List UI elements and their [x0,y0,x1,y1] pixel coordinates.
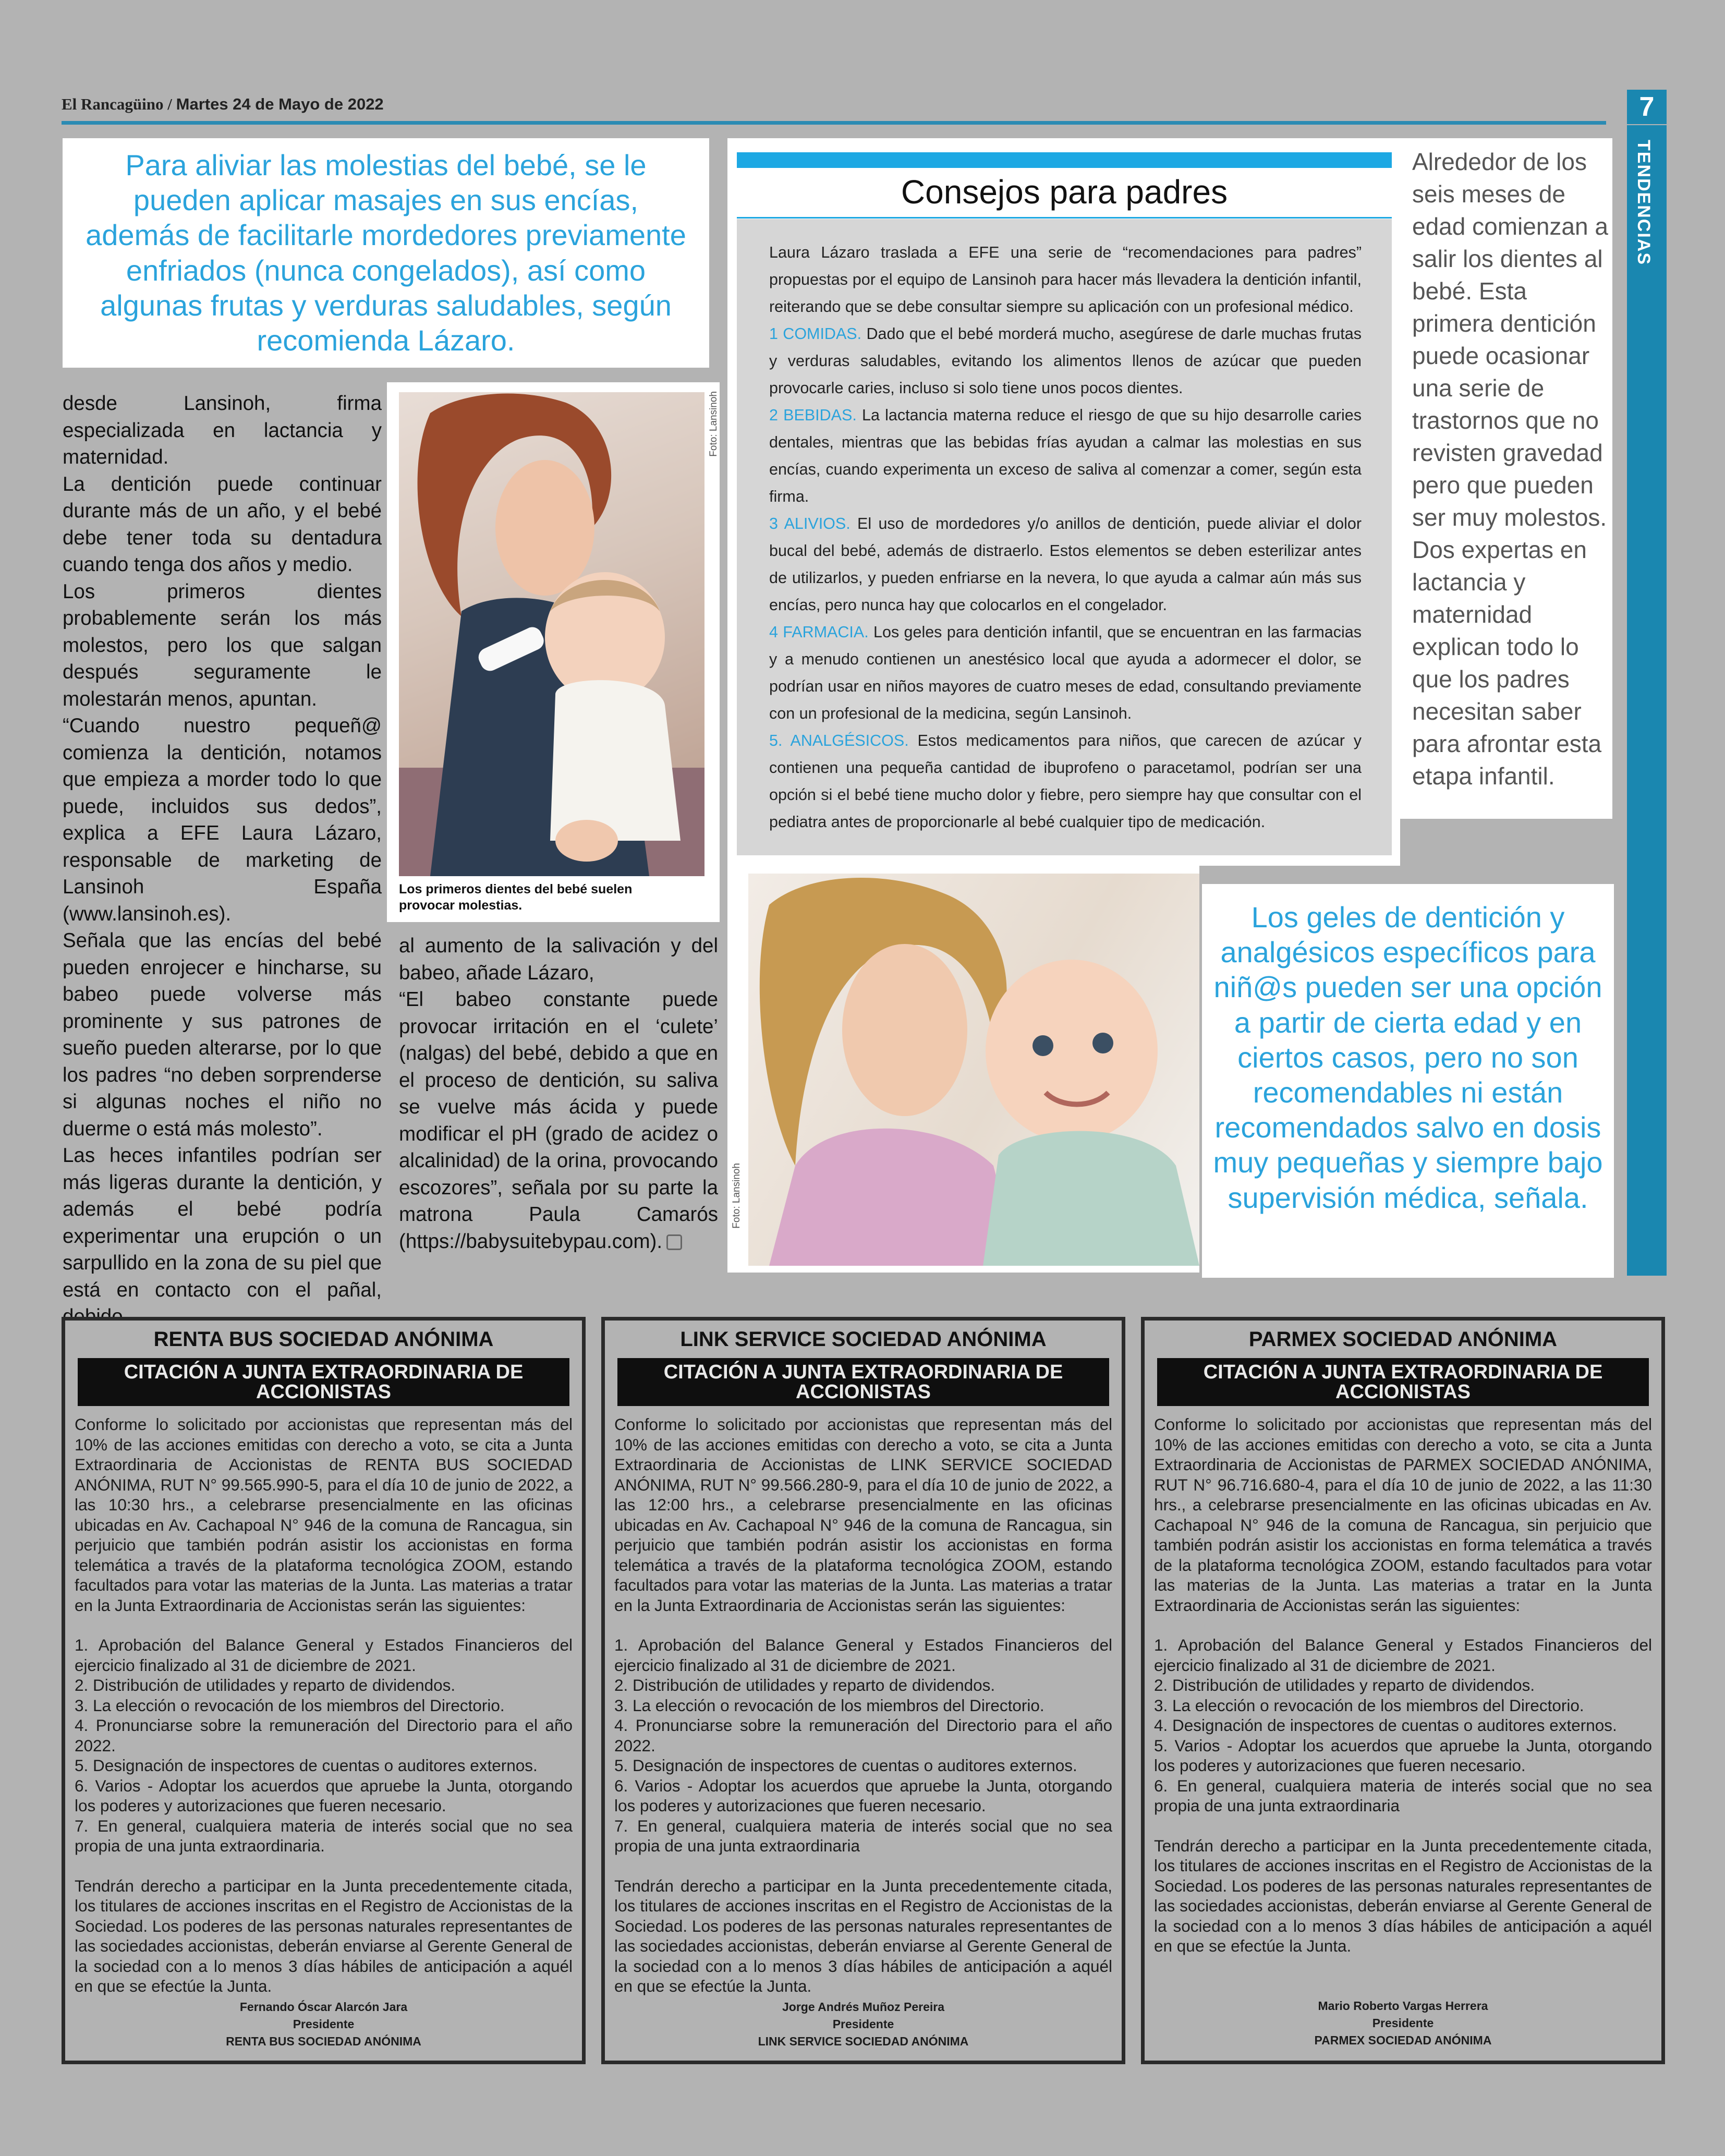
notice-item: 1. Aprobación del Balance General y Estados Financieros del ejercicio finalizado al 31 de diciembre de 2021. [614,1636,1112,1675]
notice-closing: Tendrán derecho a participar en la Junta precedentemente citada, los titulares de acciones inscritas en el Registro de Accionistas de la Sociedad. Los poderes de las personas naturales representantes de las sociedades accionistas, deberán enviarse al Gerente General de la sociedad con a lo menos 3 días hábiles de anticipación a aquél en que se efectúe la Junta. [614,1876,1112,1995]
consejos-intro: Laura Lázaro traslada a EFE una serie de “recomendaciones para padres” propuestas por el equipo de Lansinoh para hacer más llevadera la dentición infantil, reiterando que se debe consultar siempre su aplicación con un profesional médico. [769,244,1362,316]
signer-name: Mario Roberto Vargas Herrera [1318,1999,1488,2013]
signer-entity: LINK SERVICE SOCIEDAD ANÓNIMA [758,2034,969,2048]
notice-body [75,1414,573,1996]
section-label [1627,140,1667,265]
consejos-divider [737,217,1392,219]
notice-item: 3. La elección o revocación de los miembros del Directorio. [75,1695,505,1715]
legal-notice-link-service [601,1317,1125,2064]
notice-body [1154,1414,1652,1956]
paragraph-text: “El babeo constante puede provocar irritación en el ‘culete’ (nalgas) del bebé, debido a que en el proceso de dentición, su saliva se vuelve más ácida y puede modificar el pH (grado de acidez o alcalinidad) de la orina, provocando escozores”, señala por su parte la matrona Paula Camarós (https://babysuitebypau.com). [399,988,718,1253]
notice-item: 4. Pronunciarse sobre la remuneración del Directorio para el año 2022. [75,1716,573,1755]
consejo-item [769,727,1362,835]
consejo-label: 3 ALIVIOS. [769,515,851,532]
pull-quote-bottom: Los geles de dentición y analgésicos específicos para niñ@s pueden ser una opción a partir de cierta edad y en ciertos casos, pero no son recomendables ni están recomendados salvo en dosis muy pequeñas y siempre bajo supervisión médica, señala. [1202,884,1614,1278]
consejo-text: Los geles para dentición infantil, que se encuentran en las farmacias y a menudo contienen un anestésico local que ayuda a adormecer el dolor, se podrían usar en niños mayores de cuatro meses de edad, consultando previamente con un profesional de la medicina, según Lansinoh. [769,623,1362,722]
consejo-item [769,510,1362,619]
notice-body [614,1414,1112,1996]
notice-item: 4. Designación de inspectores de cuentas o auditores externos. [1154,1716,1617,1735]
notice-item: 7. En general, cualquiera materia de interés social que no sea propia de una junta extraordinaria [614,1816,1112,1855]
photo-mother-smiling-baby [748,874,1199,1266]
notice-item: 3. La elección o revocación de los miembros del Directorio. [614,1695,1044,1715]
photo-mother-baby-teething [399,392,704,876]
consejo-text: La lactancia materna reduce el riesgo de que su hijo desarrolle caries dentales, mientras que las bebidas frías ayudan a calmar las molestias en sus encías, cuando experimenta un exceso de saliva al comenzar a comer, según esta firma. [769,406,1362,505]
notice-item: 1. Aprobación del Balance General y Estados Financieros del ejercicio finalizado al 31 de diciembre de 2021. [1154,1636,1652,1675]
notice-item: 6. Varios - Adoptar los acuerdos que apruebe la Junta, otorgando los poderes y autorizaciones que fueren necesario. [75,1776,573,1815]
issue-date: Martes 24 de Mayo de 2022 [176,95,384,113]
consejo-item [769,402,1362,510]
paper-name: El Rancagüino / [62,95,172,113]
pull-quote-top: Para aliviar las molestias del bebé, se le pueden aplicar masajes en sus encías, además de facilitarle mordedores previamente enfriados (nunca congelados), así como algunas frutas y verduras saludables, según recomienda Lázaro. [63,138,709,368]
photo-1-caption: Los primeros dientes del bebé suelen provocar molestias. [399,882,633,913]
paragraph: “Cuando nuestro pequeñ@ comienza la dentición, notamos que empieza a morder todo lo que puede, incluidos sus dedos”, explica a EFE Laura Lázaro, responsable de marketing de Lansinoh España (www.lansinoh.es). [63,714,382,925]
signer-name: Jorge Andrés Muñoz Pereira [782,2000,944,2014]
notice-heading: CITACIÓN A JUNTA EXTRAORDINARIA DE ACCIONISTAS [1157,1358,1649,1406]
header-rule [62,121,1606,125]
notice-company: PARMEX SOCIEDAD ANÓNIMA [1248,1328,1558,1351]
section-sidebar [1627,125,1667,1276]
notice-item: 5. Varios - Adoptar los acuerdos que apruebe la Junta, otorgando los poderes y autorizaciones que fueren necesario. [1154,1736,1652,1775]
page-number: 7 [1627,90,1667,124]
notice-closing: Tendrán derecho a participar en la Junta precedentemente citada, los titulares de acciones inscritas en el Registro de Accionistas de la Sociedad. Los poderes de las personas naturales representantes de las sociedades accionistas, deberán enviarse al Gerente General de la sociedad con a lo menos 3 días hábiles de anticipación a aquél en que se efectúe la Junta. [75,1876,573,1995]
notice-item: 5. Designación de inspectores de cuentas o auditores externos. [614,1756,1077,1775]
paragraph: Los primeros dientes probablemente serán los más molestos, pero los que salgan después seguramente le molestarán menos, apuntan. [63,580,382,710]
consejo-text: El uso de mordedores y/o anillos de dentición, puede aliviar el dolor bucal del bebé, además de distraerlo. Estos elementos se deben esterilizar antes de utilizarlos, y pueden enfriarse en la nevera, lo que ayuda a calmar aún más sus encías, pero nunca hay que colocarlos en el congelador. [769,515,1362,614]
consejo-label: 4 FARMACIA. [769,623,869,641]
photo-credit-text: Foto: Lansinoh [708,391,719,457]
paragraph: al aumento de la salivación y del babeo, añade Lázaro, [399,935,718,984]
paragraph: La dentición puede continuar durante más de un año, y el bebé debe tener toda su dentadura cuando tenga dos años y medio. [63,473,382,576]
consejo-label: 5. ANALGÉSICOS. [769,732,909,749]
consejos-top-bar [737,152,1392,168]
signer-role: Presidente [1372,2016,1434,2030]
notice-company: LINK SERVICE SOCIEDAD ANÓNIMA [680,1328,1047,1351]
notice-item: 4. Pronunciarse sobre la remuneración del Directorio para el año 2022. [614,1716,1112,1755]
notice-intro: Conforme lo solicitado por accionistas que representan más del 10% de las acciones emitidas con derecho a voto, se cita a Junta Extraordinaria de Accionistas de RENTA BUS SOCIEDAD ANÓNIMA, RUT N° 99.565.990-5, para el día 10 de junio de 2022, a las 10:30 hrs., a celebrarse presencialmente en las oficinas ubicadas en Av. Cachapoal N° 946 de la comuna de Rancagua, sin perjuicio que también podrán asistir los accionistas en forma telemática a través de la plataforma tecnológica ZOOM, estando facultados para votar las materias de la Junta. Las materias a tratar en la Junta Extraordinaria de Accionistas serán las siguientes: [75,1415,573,1615]
paragraph: Señala que las encías del bebé pueden enrojecer e hincharse, su babeo puede volverse más prominente y sus patrones de sueño pueden alterarse, por lo que los padres “no deben sorprenderse si algunas noches el niño no duerme o está más molesto”. [63,929,382,1140]
notice-item: 6. En general, cualquiera materia de interés social que no sea propia de una junta extraordinaria [1154,1776,1652,1815]
notice-signature [1145,1997,1661,2049]
masthead [62,95,384,121]
consejos-body [737,219,1392,855]
legal-notice-renta-bus [62,1317,586,2064]
photo-credit-text: Foto: Lansinoh [731,1163,742,1229]
notice-item: 2. Distribución de utilidades y reparto de dividendos. [614,1676,995,1694]
notice-item: 2. Distribución de utilidades y reparto de dividendos. [75,1676,456,1694]
consejo-item [769,320,1362,402]
end-of-article-icon [666,1234,682,1250]
notice-signature [65,1998,582,2050]
notice-company: RENTA BUS SOCIEDAD ANÓNIMA [153,1328,494,1351]
consejo-text: Estos medicamentos para niños, que carecen de azúcar y contienen una pequeña cantidad de ibuprofeno o paracetamol, podrían ser una opción si el bebé tiene mucho dolor y fiebre, pero siempre hay que consultar con el pediatra antes de proporcionarle al bebé cualquier tipo de medicación. [769,732,1362,831]
signer-role: Presidente [832,2017,894,2031]
notice-heading: CITACIÓN A JUNTA EXTRAORDINARIA DE ACCIONISTAS [617,1358,1109,1406]
consejo-label: 2 BEBIDAS. [769,406,857,424]
signer-entity: PARMEX SOCIEDAD ANÓNIMA [1314,2033,1492,2047]
signer-entity: RENTA BUS SOCIEDAD ANÓNIMA [226,2034,421,2048]
signer-name: Fernando Óscar Alarcón Jara [239,2000,408,2014]
article-column-2 [399,932,718,1255]
lead-column: Alrededor de los seis meses de edad comienzan a salir los dientes al bebé. Esta primera dentición puede ocasionar una serie de trastornos que no revisten gravedad pero que pueden ser muy molestos. Dos expertas en lactancia y maternidad explican todo lo que los padres necesitan saber para afrontar esta etapa infantil. [1398,138,1612,819]
paragraph: desde Lansinoh, firma especializada en lactancia y maternidad. [63,392,382,468]
notice-signature [605,1998,1122,2050]
photo-1-credit [708,391,722,475]
paragraph: Las heces infantiles podrían ser más ligeras durante la dentición, y además el bebé podría experimentar una erupción o un sarpullido en la zona de su piel que está en contacto con el pañal, [63,1144,382,1301]
consejos-title: Consejos para padres [901,173,1228,211]
notice-item: 5. Designación de inspectores de cuentas o auditores externos. [75,1756,538,1775]
notice-intro: Conforme lo solicitado por accionistas que representan más del 10% de las acciones emitidas con derecho a voto, se cita a Junta Extraordinaria de Accionistas de LINK SERVICE SOCIEDAD ANÓNIMA, RUT N° 99.566.280-9, para el día 10 de junio de 2022, a las 12:00 hrs., a celebrarse presencialmente en las oficinas ubicadas en Av. Cachapoal N° 946 de la comuna de Rancagua, sin perjuicio que también podrán asistir los accionistas en forma telemática a través de la plataforma tecnológica ZOOM, estando facultados para votar las materias de la Junta. Las materias a tratar en la Junta Extraordinaria de Accionistas serán las siguientes: [614,1415,1112,1615]
notice-item: 3. La elección o revocación de los miembros del Directorio. [1154,1695,1584,1715]
article-column-1 [63,390,382,1330]
photo-2-credit [731,1163,745,1257]
notice-item: 2. Distribución de utilidades y reparto de dividendos. [1154,1676,1535,1694]
notice-item: 7. En general, cualquiera materia de interés social que no sea propia de una junta extraordinaria. [75,1816,573,1855]
consejo-item [769,619,1362,727]
notice-intro: Conforme lo solicitado por accionistas que representan más del 10% de las acciones emitidas con derecho a voto, se cita a Junta Extraordinaria de Accionistas de PARMEX SOCIEDAD ANÓNIMA, RUT N° 96.716.680-4, para el día 10 de junio de 2022, a las 11:30 hrs., a celebrarse presencialmente en las oficinas ubicadas en Av. Cachapoal N° 946 de la comuna de Rancagua, sin perjuicio que también podrán asistir los accionistas en forma telemática a través de la plataforma tecnológica ZOOM, estando facultados para votar las materias de la Junta. Las materias a tratar en la Junta Extraordinaria de Accionistas serán las siguientes: [1154,1415,1652,1615]
signer-role: Presidente [293,2017,355,2031]
consejo-label: 1 COMIDAS. [769,325,862,343]
paragraph [399,986,718,1255]
section-name: TENDENCIAS [1634,140,1654,266]
notice-item: 1. Aprobación del Balance General y Estados Financieros del ejercicio finalizado al 31 de diciembre de 2021. [75,1636,573,1675]
notice-heading: CITACIÓN A JUNTA EXTRAORDINARIA DE ACCIONISTAS [78,1358,569,1406]
legal-notice-parmex [1141,1317,1665,2064]
notice-closing: Tendrán derecho a participar en la Junta precedentemente citada, los titulares de acciones inscritas en el Registro de Accionistas de la Sociedad. Los poderes de las personas naturales representantes de las sociedades accionistas, deberán enviarse al Gerente General de la sociedad con a lo menos 3 días hábiles de anticipación a aquél en que se efectúe la Junta. [1154,1836,1652,1955]
consejo-text: Dado que el bebé morderá mucho, asegúrese de darle muchas frutas y verduras saludables, evitando los alimentos llenos de azúcar que pueden provocarle caries, incluso si solo tiene unos pocos dientes. [769,325,1362,397]
notice-item: 6. Varios - Adoptar los acuerdos que apruebe la Junta, otorgando los poderes y autorizaciones que fueren necesario. [614,1776,1112,1815]
